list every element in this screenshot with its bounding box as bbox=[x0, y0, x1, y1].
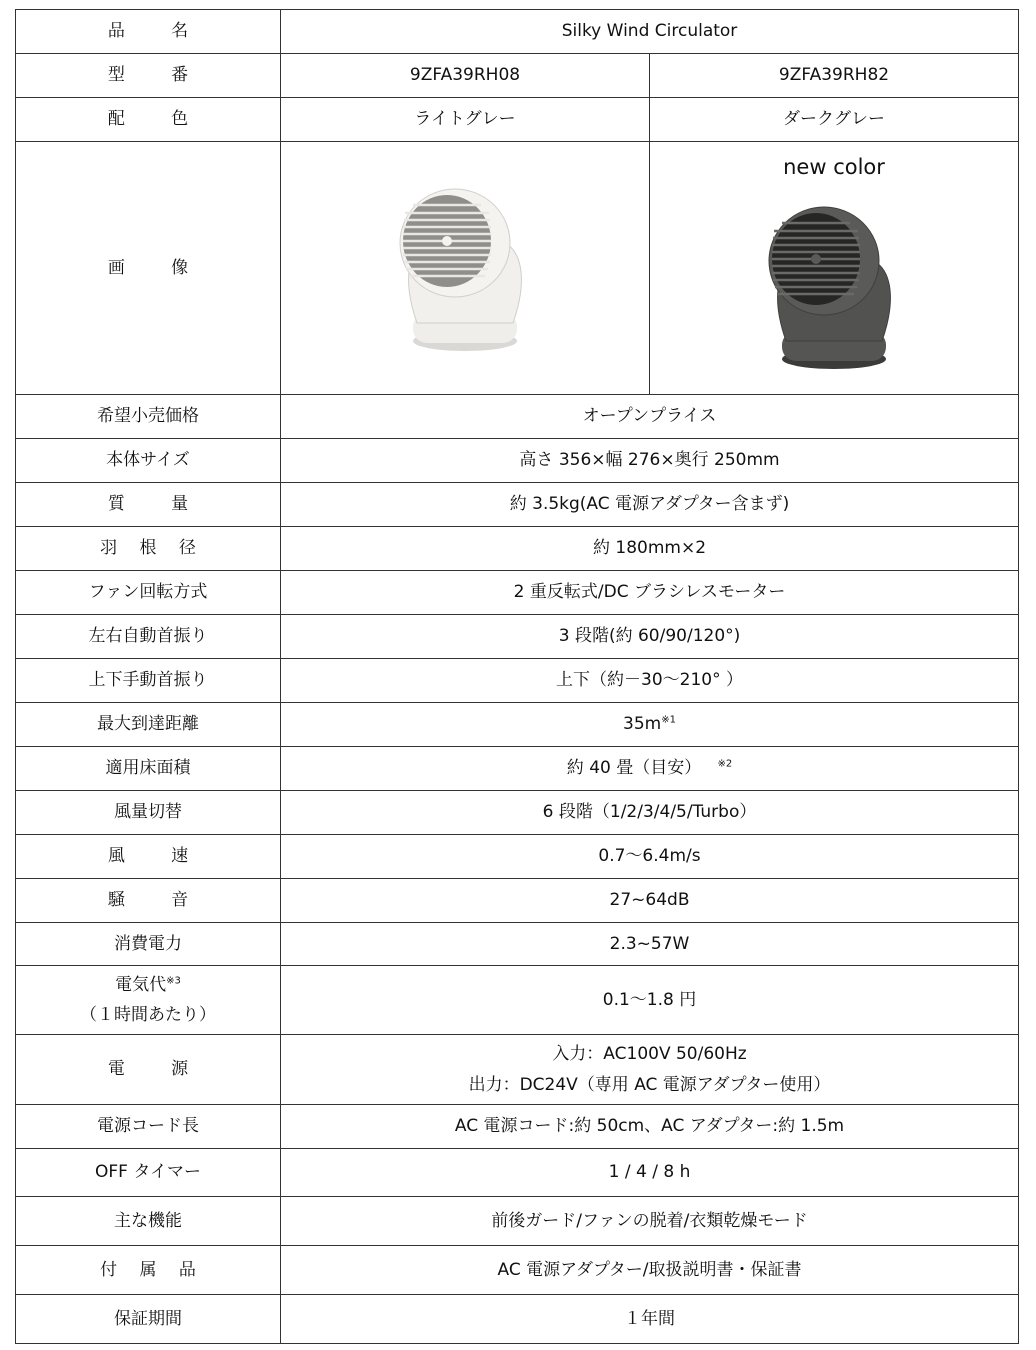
value-speed: 0.7～6.4m/s bbox=[281, 835, 1019, 879]
footnote-3: ※3 bbox=[166, 975, 181, 987]
table-row bbox=[16, 10, 1019, 54]
label-cost-cell bbox=[16, 966, 281, 1035]
value-fan-type: 2 重反転式/DC ブラシレスモーター bbox=[281, 571, 1019, 615]
label-airflow: 風量切替 bbox=[16, 791, 281, 835]
table-row bbox=[16, 1149, 1019, 1197]
value-product-name: Silky Wind Circulator bbox=[281, 10, 1019, 54]
label-product-name: 品 名 bbox=[16, 10, 281, 54]
label-distance: 最大到達距離 bbox=[16, 703, 281, 747]
label-fan-type: ファン回転方式 bbox=[16, 571, 281, 615]
value-warranty: １年間 bbox=[281, 1295, 1019, 1344]
table-row bbox=[16, 98, 1019, 142]
value-supply-cell bbox=[281, 1035, 1019, 1105]
table-row bbox=[16, 615, 1019, 659]
table-row bbox=[16, 747, 1019, 791]
circulator-light-image bbox=[385, 183, 545, 353]
table-row bbox=[16, 1035, 1019, 1105]
value-airflow: 6 段階（1/2/3/4/5/Turbo） bbox=[281, 791, 1019, 835]
table-row bbox=[16, 703, 1019, 747]
value-power: 2.3~57W bbox=[281, 923, 1019, 966]
table-row bbox=[16, 571, 1019, 615]
table-row bbox=[16, 835, 1019, 879]
value-area: 約 40 畳（目安） bbox=[566, 758, 702, 779]
label-blade: 羽 根 径 bbox=[16, 527, 281, 571]
table-row bbox=[16, 142, 1019, 395]
value-accessories: AC 電源アダプター/取扱説明書・保証書 bbox=[281, 1246, 1019, 1295]
label-image: 画 像 bbox=[16, 142, 281, 395]
spec-table bbox=[15, 9, 1019, 1344]
value-model-light: 9ZFA39RH08 bbox=[281, 54, 650, 98]
label-model: 型 番 bbox=[16, 54, 281, 98]
value-model-dark: 9ZFA39RH82 bbox=[650, 54, 1019, 98]
table-row bbox=[16, 879, 1019, 923]
label-cord: 電源コード長 bbox=[16, 1105, 281, 1149]
value-swing-lr: 3 段階(約 60/90/120°) bbox=[281, 615, 1019, 659]
table-row bbox=[16, 527, 1019, 571]
circulator-dark-image bbox=[754, 201, 914, 371]
table-row bbox=[16, 1295, 1019, 1344]
label-timer: OFF タイマー bbox=[16, 1149, 281, 1197]
value-timer: 1 / 4 / 8 h bbox=[281, 1149, 1019, 1197]
value-swing-ud: 上下（約－30～210° ） bbox=[281, 659, 1019, 703]
label-supply: 電 源 bbox=[16, 1035, 281, 1105]
value-noise: 27~64dB bbox=[281, 879, 1019, 923]
label-noise: 騒 音 bbox=[16, 879, 281, 923]
value-color-light: ライトグレー bbox=[281, 98, 650, 142]
label-color: 配 色 bbox=[16, 98, 281, 142]
value-color-dark: ダークグレー bbox=[650, 98, 1019, 142]
label-power: 消費電力 bbox=[16, 923, 281, 966]
value-distance-cell bbox=[281, 703, 1019, 747]
table-row bbox=[16, 923, 1019, 966]
footnote-1: ※1 bbox=[661, 714, 676, 726]
table-row bbox=[16, 791, 1019, 835]
footnote-2: ※2 bbox=[717, 758, 733, 770]
table-row bbox=[16, 659, 1019, 703]
label-speed: 風 速 bbox=[16, 835, 281, 879]
label-cost-sub: （１時間あたり） bbox=[80, 1005, 216, 1025]
value-cost: 0.1～1.8 円 bbox=[281, 966, 1019, 1035]
table-row bbox=[16, 1246, 1019, 1295]
image-cell-light bbox=[281, 142, 650, 395]
value-blade: 約 180mm×2 bbox=[281, 527, 1019, 571]
table-row bbox=[16, 1197, 1019, 1246]
table-row bbox=[16, 483, 1019, 527]
value-features: 前後ガード/ファンの脱着/衣類乾燥モード bbox=[281, 1197, 1019, 1246]
value-price: オープンプライス bbox=[281, 395, 1019, 439]
table-row bbox=[16, 966, 1019, 1035]
value-supply-input: 入力：AC100V 50/60Hz bbox=[552, 1044, 747, 1065]
label-accessories: 付 属 品 bbox=[16, 1246, 281, 1295]
label-warranty: 保証期間 bbox=[16, 1295, 281, 1344]
label-price: 希望小売価格 bbox=[16, 395, 281, 439]
label-area: 適用床面積 bbox=[16, 747, 281, 791]
table-row bbox=[16, 395, 1019, 439]
new-color-label: new color bbox=[783, 155, 885, 179]
label-swing-lr: 左右自動首振り bbox=[16, 615, 281, 659]
table-row bbox=[16, 54, 1019, 98]
label-cost bbox=[16, 974, 280, 996]
label-size: 本体サイズ bbox=[16, 439, 281, 483]
value-weight: 約 3.5kg(AC 電源アダプター含まず) bbox=[281, 483, 1019, 527]
table-row bbox=[16, 1105, 1019, 1149]
value-area-cell bbox=[281, 747, 1019, 791]
table-row bbox=[16, 439, 1019, 483]
label-weight: 質 量 bbox=[16, 483, 281, 527]
value-supply-output: 出力：DC24V（専用 AC 電源アダプター使用） bbox=[468, 1074, 831, 1095]
image-cell-dark bbox=[650, 142, 1019, 395]
label-features: 主な機能 bbox=[16, 1197, 281, 1246]
value-distance: 35m bbox=[623, 714, 662, 735]
value-cord: AC 電源コード:約 50cm、AC アダプター:約 1.5m bbox=[281, 1105, 1019, 1149]
label-swing-ud: 上下手動首振り bbox=[16, 659, 281, 703]
value-size: 高さ 356×幅 276×奥行 250mm bbox=[281, 439, 1019, 483]
label-cost-text: 電気代 bbox=[115, 974, 167, 995]
